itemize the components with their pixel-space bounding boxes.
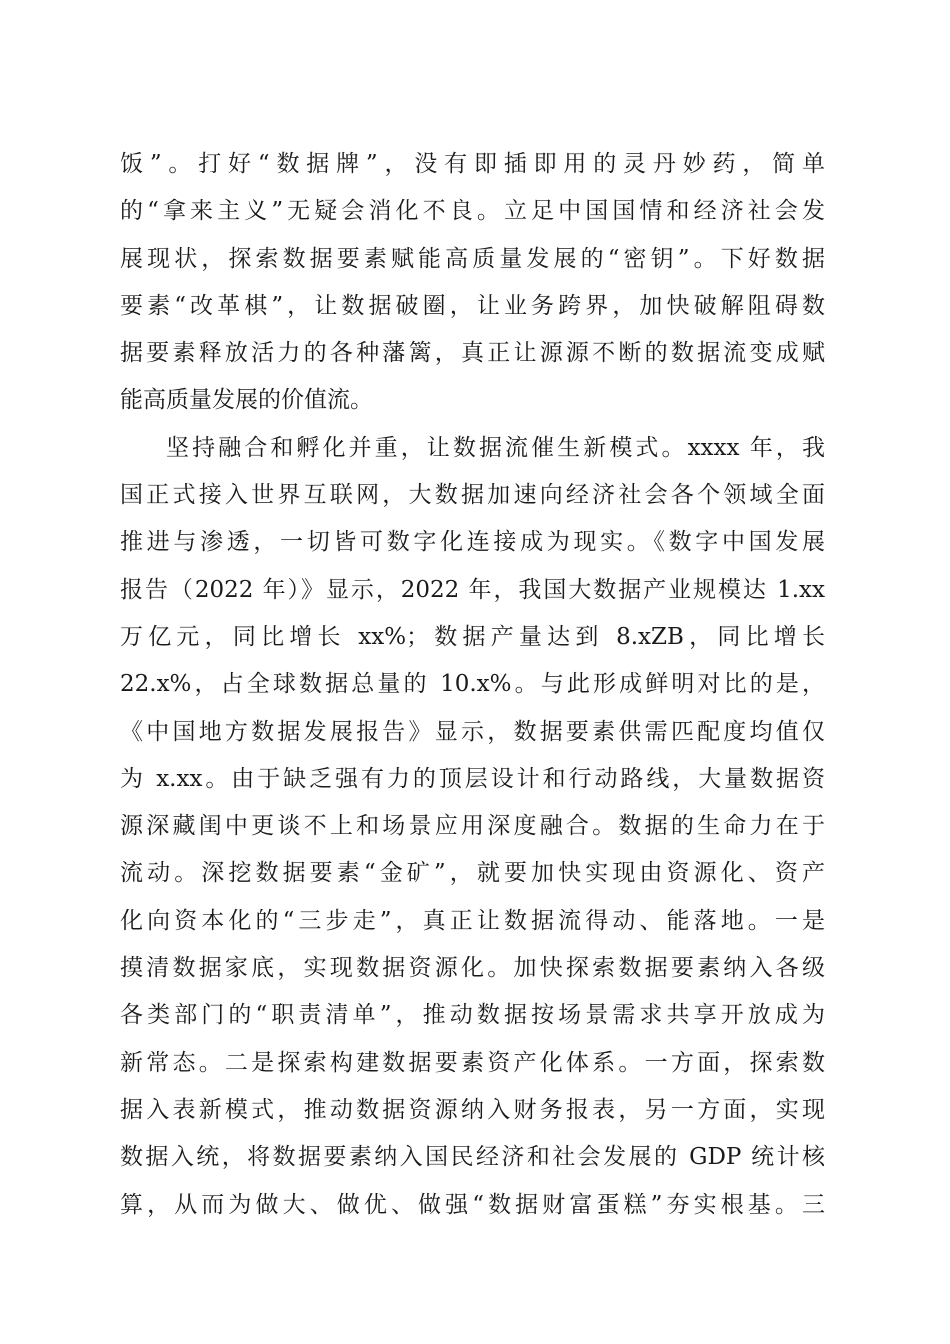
paragraph-1 — [120, 141, 825, 425]
text-line: 国正式接入世界互联网，大数据加速向经济社会各个领域全面 — [120, 482, 825, 509]
text-line: 据要素释放活力的各种藩篱，真正让源源不断的数据流变成赋 — [120, 340, 825, 367]
text-line: 源深藏闺中更谈不上和场景应用深度融合。数据的生命力在于 — [120, 813, 825, 840]
text-line: 流动。深挖数据要素“金矿”，就要加快实现由资源化、资产 — [120, 860, 825, 887]
text-line: 摸清数据家底，实现数据资源化。加快探索数据要素纳入各级 — [120, 955, 825, 982]
text-line: 的“拿来主义”无疑会消化不良。立足中国国情和经济社会发 — [120, 198, 825, 225]
text-line: 数据入统，将数据要素纳入国民经济和社会发展的 GDP 统计核 — [120, 1144, 825, 1171]
text-line: 新常态。二是探索构建数据要素资产化体系。一方面，探索数 — [120, 1049, 825, 1076]
text-line: 化向资本化的“三步走”，真正让数据流得动、能落地。一是 — [120, 907, 825, 934]
document-body — [120, 141, 825, 1229]
text-line: 各类部门的“职责清单”，推动数据按场景需求共享开放成为 — [120, 1002, 825, 1029]
text-line: 《中国地方数据发展报告》显示，数据要素供需匹配度均值仅 — [120, 718, 825, 745]
text-line: 据入表新模式，推动数据资源纳入财务报表，另一方面，实现 — [120, 1096, 825, 1123]
paragraph-2 — [120, 425, 825, 1229]
text-line: 为 x.xx。由于缺乏强有力的顶层设计和行动路线，大量数据资 — [120, 765, 825, 792]
text-line: 要素“改革棋”，让数据破圈，让业务跨界，加快破解阻碍数 — [120, 292, 825, 319]
text-line: 报告（2022 年）》显示，2022 年，我国大数据产业规模达 1.xx — [120, 576, 825, 603]
text-line: 饭”。打好“数据牌”，没有即插即用的灵丹妙药，简单 — [120, 151, 825, 177]
text-line: 算，从而为做大、做优、做强“数据财富蛋糕”夯实根基。三 — [120, 1191, 825, 1218]
text-line: 推进与渗透，一切皆可数字化连接成为现实。《数字中国发展 — [120, 529, 825, 556]
text-line: 坚持融合和孵化并重，让数据流催生新模式。xxxx 年，我 — [166, 434, 825, 461]
text-line: 能高质量发展的价值流。 — [120, 387, 373, 414]
text-line: 万亿元，同比增长 xx%；数据产量达到 8.xZB，同比增长 — [120, 623, 825, 650]
text-line: 22.x%，占全球数据总量的 10.x%。与此形成鲜明对比的是， — [120, 671, 825, 698]
text-line: 展现状，探索数据要素赋能高质量发展的“密钥”。下好数据 — [120, 245, 825, 272]
